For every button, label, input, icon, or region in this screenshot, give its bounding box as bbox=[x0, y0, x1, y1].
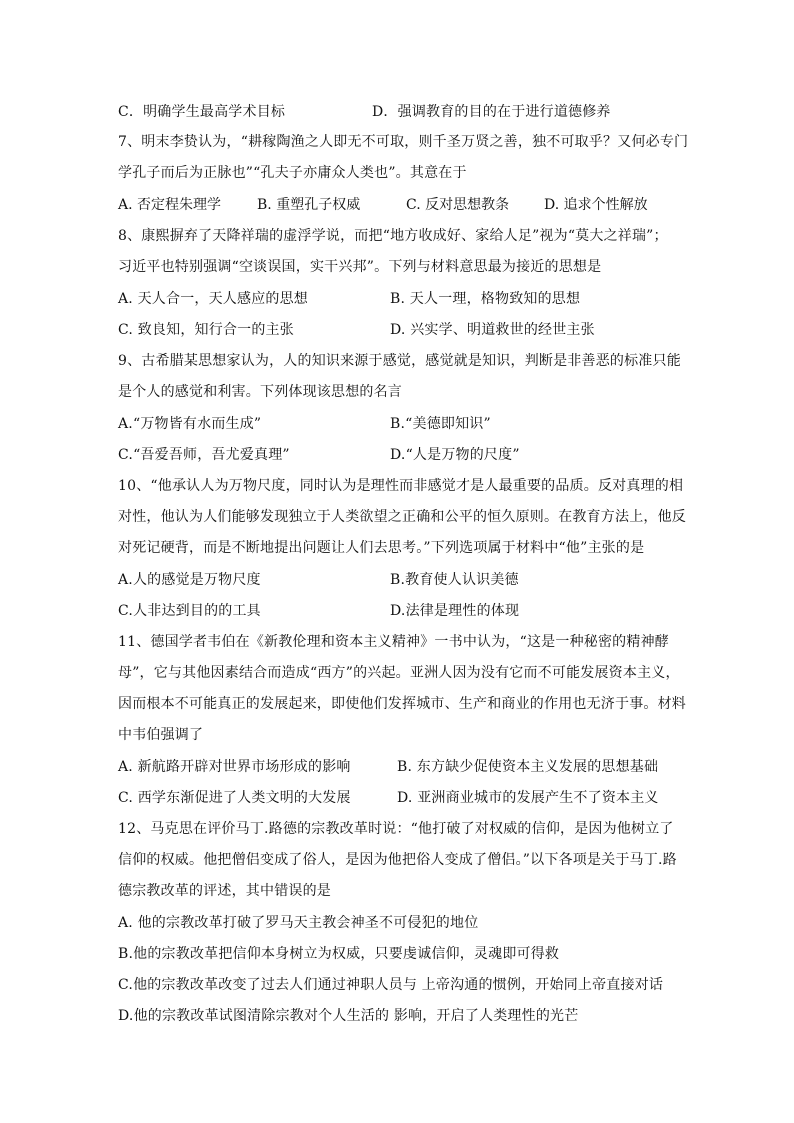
q8-option-a: A. 天人合一，天人感应的思想 bbox=[118, 291, 309, 307]
q7-option-a: A. 否定程朱理学 bbox=[118, 197, 222, 213]
q10-stem-line-3: 对死记硬背，而是不断地提出问题让人们去思考。”下列选项属于材料中“他”主张的是 bbox=[118, 540, 645, 556]
q12-option-b: B.他的宗教改革把信仰本身树立为权威，只要虔诚信仰，灵魂即可得救 bbox=[118, 946, 560, 962]
q9-option-d: D.“人是万物的尺度” bbox=[390, 447, 520, 463]
q8-stem-line-2: 习近平也特别强调“空谈误国，实干兴邦”。下列与材料意思最为接近的思想是 bbox=[118, 259, 602, 275]
q8-option-d: D. 兴实学、明道救世的经世主张 bbox=[390, 322, 595, 338]
q10-stem-line-1: 10、“他承认人为万物尺度，同时认为是理性而非感觉才是人最重要的品质。反对真理的相 bbox=[118, 478, 684, 494]
q9-stem-line-1: 9、古希腊某思想家认为，人的知识来源于感觉，感觉就是知识，判断是非善恶的标准只能 bbox=[118, 353, 681, 369]
q12-option-d: D.他的宗教改革试图清除宗教对个人生活的 影响，开启了人类理性的光芒 bbox=[118, 1008, 579, 1024]
q11-option-c: C. 西学东渐促进了人类文明的大发展 bbox=[118, 790, 351, 806]
q11-option-b: B. 东方缺少促使资本主义发展的思想基础 bbox=[397, 759, 659, 775]
q9-option-a: A.“万物皆有水而生成” bbox=[118, 416, 262, 432]
q12-option-a: A. 他的宗教改革打破了罗马天主教会神圣不可侵犯的地位 bbox=[118, 915, 479, 931]
q11-stem-line-4: 中韦伯强调了 bbox=[118, 727, 204, 743]
q12-stem-line-2: 信仰的权威。他把僧侣变成了俗人，是因为他把俗人变成了僧侣。”以下各项是关于马丁.路 bbox=[118, 852, 677, 868]
q7-stem-line-2: 学孔子而后为正脉也”“孔夫子亦庸众人类也”。其意在于 bbox=[118, 165, 467, 181]
q6-option-c: C．明确学生最高学术目标 bbox=[118, 104, 286, 120]
q12-stem-line-1: 12、马克思在评价马丁.路德的宗教改革时说：“他打破了对权威的信仰，是因为他树立了 bbox=[118, 821, 674, 837]
q10-stem-line-2: 对性，他认为人们能够发现独立于人类欲望之正确和公平的恒久原则。在教育方法上，他反 bbox=[118, 509, 686, 525]
q10-option-b: B.教育使人认识美德 bbox=[390, 572, 519, 588]
q11-stem-line-2: 母”，它与其他因素结合而造成“西方”的兴起。亚洲人因为没有它而不可能发展资本主义， bbox=[118, 665, 680, 681]
q10-option-d: D.法律是理性的体现 bbox=[390, 603, 520, 619]
q7-option-b: B. 重塑孔子权威 bbox=[257, 197, 361, 213]
q11-stem-line-1: 11、德国学者韦伯在《新教伦理和资本主义精神》一书中认为，“这是一种秘密的精神酵 bbox=[118, 634, 669, 650]
q8-stem-line-1: 8、康熙摒弃了天降祥瑞的虚浮学说，而把“地方收成好、家给人足”视为“莫大之祥瑞”； bbox=[118, 228, 668, 244]
q12-stem-line-3: 德宗教改革的评述，其中错误的是 bbox=[118, 883, 331, 899]
q11-stem-line-3: 因而根本不可能真正的发展起来，即使他们发挥城市、生产和商业的作用也无济于事。材料 bbox=[118, 696, 686, 712]
q10-option-a: A.人的感觉是万物尺度 bbox=[118, 572, 261, 588]
q9-option-c: C.“吾爱吾师，吾尤爱真理” bbox=[118, 447, 290, 463]
q8-option-b: B. 天人一理，格物致知的思想 bbox=[390, 291, 581, 307]
q7-option-d: D. 追求个性解放 bbox=[544, 197, 648, 213]
q9-option-b: B.“美德即知识” bbox=[390, 416, 491, 432]
q7-option-c: C. 反对思想教条 bbox=[406, 197, 510, 213]
q10-option-c: C.人非达到目的的工具 bbox=[118, 603, 261, 619]
q12-option-c: C.他的宗教改革改变了过去人们通过神职人员与 上帝沟通的惯例，开始同上帝直接对话 bbox=[118, 977, 664, 993]
q8-option-c: C. 致良知，知行合一的主张 bbox=[118, 322, 294, 338]
q6-option-d: D．强调教育的目的在于进行道德修养 bbox=[372, 104, 611, 120]
q11-option-d: D. 亚洲商业城市的发展产生不了资本主义 bbox=[397, 790, 659, 806]
q7-stem-line-1: 7、明末李贽认为，“耕稼陶渔之人即无不可取，则千圣万贤之善，独不可取乎？又何必专门 bbox=[118, 134, 689, 150]
q9-stem-line-2: 是个人的感觉和利害。下列体现该思想的名言 bbox=[118, 384, 402, 400]
q11-option-a: A. 新航路开辟对世界市场形成的影响 bbox=[118, 759, 351, 775]
